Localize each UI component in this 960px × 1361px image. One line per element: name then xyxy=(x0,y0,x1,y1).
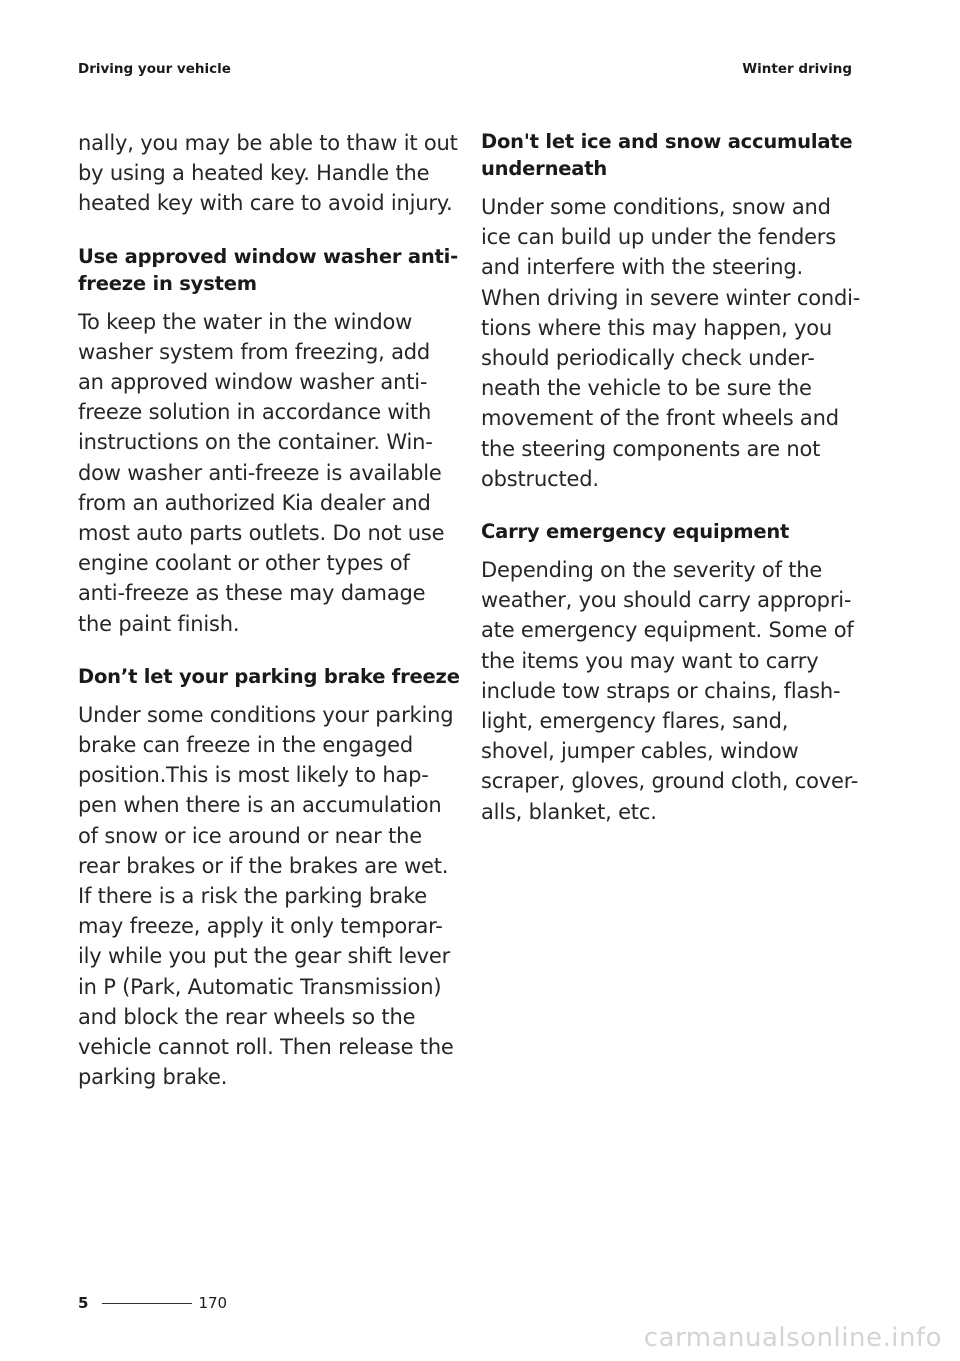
right-column xyxy=(481,128,861,827)
text-line: pen when there is an accumulation xyxy=(78,793,442,818)
text-line: nally, you may be able to thaw it out xyxy=(78,131,458,155)
intro-paragraph xyxy=(78,128,458,219)
washer-antifreeze-paragraph xyxy=(78,307,450,639)
text-line: ate emergency equipment. Some of xyxy=(481,618,854,643)
text-line: may freeze, apply it only temporar- xyxy=(78,914,443,939)
page-number: 170 xyxy=(198,1294,228,1312)
text-line: position.This is most likely to hap- xyxy=(78,763,429,788)
text-line: Use approved window washer anti- xyxy=(78,244,459,268)
text-line: scraper, gloves, ground cloth, cover- xyxy=(481,769,859,794)
text-line: neath the vehicle to be sure the xyxy=(481,376,812,401)
text-line: tions where this may happen, you xyxy=(481,315,833,340)
text-line: Don't let ice and snow accumulate xyxy=(481,130,853,153)
running-head-left: Driving your vehicle xyxy=(78,61,231,77)
text-line: of snow or ice around or near the xyxy=(78,823,422,848)
watermark: carmanualsonline.info xyxy=(643,1323,942,1353)
text-line: anti-freeze as these may damage xyxy=(78,581,426,606)
text-line: To keep the water in the window xyxy=(78,309,413,334)
running-head-right: Winter driving xyxy=(742,61,852,77)
text-line: Under some conditions, snow and xyxy=(481,195,831,219)
text-line: washer system from freezing, add xyxy=(78,339,431,364)
text-line: obstructed. xyxy=(481,466,599,491)
chapter-number: 5 xyxy=(78,1294,89,1312)
text-line: movement of the front wheels and xyxy=(481,406,839,431)
text-line: heated key with care to avoid injury. xyxy=(78,191,453,216)
text-line: shovel, jumper cables, window xyxy=(481,739,799,764)
text-line: most auto parts outlets. Do not use xyxy=(78,521,445,546)
text-line: include tow straps or chains, flash- xyxy=(481,678,841,703)
text-line: ice can build up under the fenders xyxy=(481,225,836,250)
text-line: engine coolant or other types of xyxy=(78,551,410,576)
text-line: rear brakes or if the brakes are wet. xyxy=(78,853,449,878)
left-column xyxy=(78,128,460,1092)
ice-snow-paragraph xyxy=(481,192,861,494)
text-line: brake can freeze in the engaged xyxy=(78,733,414,758)
parking-brake-paragraph xyxy=(78,700,454,1093)
text-line: When driving in severe winter condi- xyxy=(481,285,861,310)
text-line: light, emergency flares, sand, xyxy=(481,709,789,734)
text-line: parking brake. xyxy=(78,1065,228,1090)
text-line: should periodically check under- xyxy=(481,346,815,371)
text-line: in P (Park, Automatic Transmission) xyxy=(78,974,442,999)
text-line: instructions on the container. Win- xyxy=(78,430,433,455)
text-line: dow washer anti-freeze is available xyxy=(78,460,442,485)
text-line: and interfere with the steering. xyxy=(481,255,803,280)
text-line: freeze solution in accordance with xyxy=(78,400,432,425)
text-line: an approved window washer anti- xyxy=(78,370,428,395)
emergency-equipment-heading xyxy=(481,518,853,545)
page-footer xyxy=(78,1294,227,1312)
text-line: from an authorized Kia dealer and xyxy=(78,490,431,515)
text-line: Under some conditions your parking xyxy=(78,702,454,727)
text-line: the paint finish. xyxy=(78,611,240,636)
text-line: underneath xyxy=(481,157,608,180)
text-line: freeze in system xyxy=(78,271,257,295)
text-line: and block the rear wheels so the xyxy=(78,1004,416,1029)
footer-rule xyxy=(102,1303,192,1304)
text-line: weather, you should carry appropri- xyxy=(481,588,852,613)
parking-brake-heading xyxy=(78,663,460,690)
washer-antifreeze-heading xyxy=(78,243,459,297)
text-line: the steering components are not xyxy=(481,436,821,461)
ice-snow-heading xyxy=(481,128,853,182)
text-line: vehicle cannot roll. Then release the xyxy=(78,1035,454,1060)
text-line: If there is a risk the parking brake xyxy=(78,884,427,909)
text-line: Don’t let your parking brake freeze xyxy=(78,664,460,688)
text-line: the items you may want to carry xyxy=(481,648,819,673)
emergency-equipment-paragraph xyxy=(481,555,859,827)
text-line: Carry emergency equipment xyxy=(481,520,790,544)
text-line: ily while you put the gear shift lever xyxy=(78,944,451,969)
text-line: Depending on the severity of the xyxy=(481,558,823,583)
text-line: by using a heated key. Handle the xyxy=(78,161,430,186)
text-line: alls, blanket, etc. xyxy=(481,799,657,824)
